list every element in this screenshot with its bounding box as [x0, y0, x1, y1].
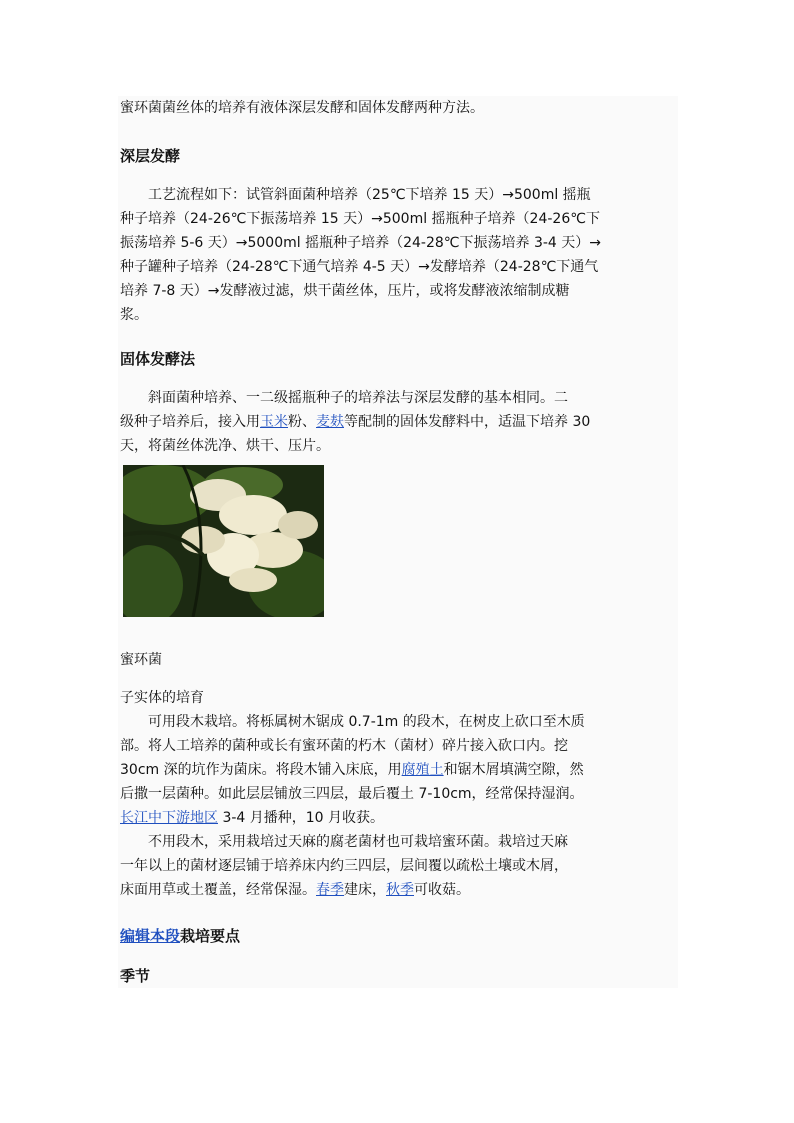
- text-line: [120, 410, 590, 434]
- text-line: [120, 806, 384, 830]
- text-line: 不用段木，采用栽培过天麻的腐老菌材也可栽培蜜环菌。栽培过天麻: [120, 834, 568, 850]
- link-spring[interactable]: 春季: [316, 882, 344, 898]
- text-line: [120, 758, 584, 782]
- document-body: [118, 96, 678, 988]
- text-segment: 30cm 深的坑作为菌床。将段木铺入床底，用: [120, 762, 402, 778]
- text-line: 部。将人工培养的菌种或长有蜜环菌的朽木（菌材）碎片接入砍口内。挖: [120, 738, 568, 754]
- link-humus[interactable]: 腐殖土: [401, 762, 444, 778]
- heading-solid-fermentation: 固体发酵法: [120, 350, 196, 368]
- link-autumn[interactable]: 秋季: [386, 882, 414, 898]
- text-segment: 3-4 月播种，10 月收获。: [218, 810, 385, 826]
- text-segment: 级种子培养后，接入用: [120, 414, 260, 430]
- text-line: [120, 878, 470, 902]
- intro-paragraph: 蜜环菌菌丝体的培养有液体深层发酵和固体发酵两种方法。: [120, 100, 484, 116]
- text-segment: 等配制的固体发酵料中，适温下培养 30: [344, 414, 591, 430]
- text-line: 后撒一层菌种。如此层层铺放三四层，最后覆土 7-10cm，经常保持湿润。: [120, 786, 584, 802]
- heading-season: 季节: [120, 967, 151, 985]
- text-line: 可用段木栽培。将栎属树木锯成 0.7-1m 的段木，在树皮上砍口至木质: [120, 714, 585, 730]
- armillaria-mushroom-photo: [123, 465, 324, 617]
- text-line: 种子罐种子培养（24-28℃下通气培养 4-5 天）→发酵培养（24-28℃下通气: [120, 259, 599, 275]
- text-segment: 建床，: [344, 882, 386, 898]
- text-segment: 粉、: [288, 414, 316, 430]
- text-segment: 和锯木屑填满空隙，然: [443, 762, 584, 778]
- text-line: 培养 7-8 天）→发酵液过滤，烘干菌丝体，压片，或将发酵液浓缩制成糖: [120, 283, 570, 299]
- text-segment: 可收菇。: [414, 882, 470, 898]
- text-line: 一年以上的菌材逐层铺于培养床内约三四层，层间覆以疏松土壤或木屑，: [120, 858, 568, 874]
- section-heading-cultivation: [120, 925, 240, 946]
- heading-fruiting-body: 子实体的培育: [120, 690, 204, 706]
- section-title: 栽培要点: [180, 927, 241, 945]
- text-line: 浆。: [120, 307, 148, 323]
- text-line: 天，将菌丝体洗净、烘干、压片。: [120, 438, 330, 454]
- edit-section-link[interactable]: 编辑本段: [120, 927, 181, 945]
- heading-deep-fermentation: 深层发酵: [120, 147, 181, 165]
- text-segment: 床面用草或土覆盖，经常保湿。: [120, 882, 316, 898]
- link-bran[interactable]: 麦麸: [316, 414, 344, 430]
- text-line: 种子培养（24-26℃下振荡培养 15 天）→500ml 摇瓶种子培养（24-26℃下: [120, 211, 600, 227]
- link-corn[interactable]: 玉米: [260, 414, 288, 430]
- text-line: 斜面菌种培养、一二级摇瓶种子的培养法与深层发酵的基本相同。二: [120, 390, 568, 406]
- link-yangtze-region[interactable]: 长江中下游地区: [120, 810, 218, 826]
- text-line: 振荡培养 5-6 天）→5000ml 摇瓶种子培养（24-28℃下振荡培养 3-4 天）→: [120, 235, 602, 251]
- text-line: 工艺流程如下：试管斜面菌种培养（25℃下培养 15 天）→500ml 摇瓶: [120, 187, 591, 203]
- photo-caption: 蜜环菌: [120, 652, 162, 668]
